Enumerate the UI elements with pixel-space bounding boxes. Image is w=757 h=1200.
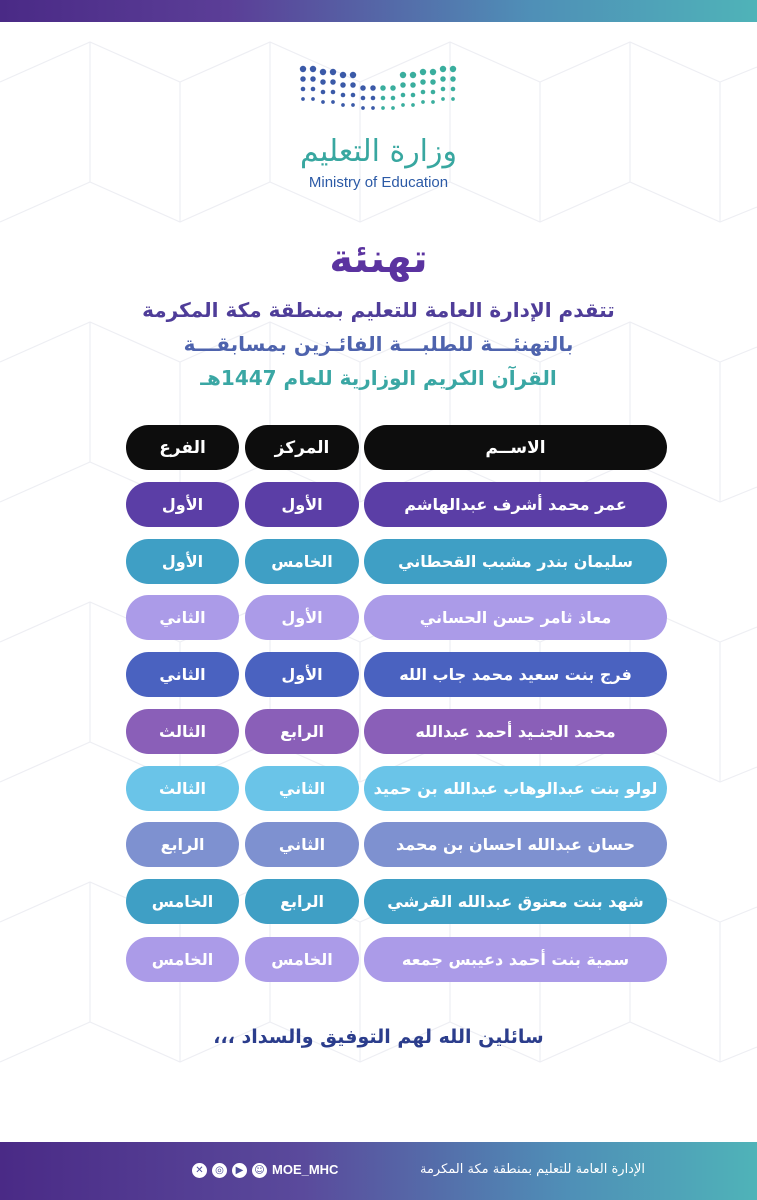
header-branch: الفرع	[126, 425, 239, 470]
footer-bar	[0, 1142, 757, 1200]
winner-branch-cell: الثاني	[126, 652, 239, 697]
intro-line-3: القرآن الكريم الوزارية للعام 1447هـ	[200, 366, 557, 390]
winner-branch-cell: الثالث	[126, 766, 239, 811]
winner-branch-cell: الأول	[126, 482, 239, 527]
header-center: المركز	[245, 425, 359, 470]
winner-branch-cell: الثاني	[126, 595, 239, 640]
x-icon[interactable]: ✕	[192, 1163, 207, 1178]
winner-center-cell: الخامس	[245, 937, 359, 982]
top-gradient-bar	[0, 0, 757, 22]
winner-name-cell: شهد بنت معتوق عبدالله القرشي	[364, 879, 667, 924]
winner-branch-cell: الخامس	[126, 879, 239, 924]
winner-branch-cell: الخامس	[126, 937, 239, 982]
closing-message: سائلين الله لهم التوفيق والسداد ،،،	[213, 1026, 544, 1048]
winner-name-cell: عمر محمد أشرف عبدالهاشم	[364, 482, 667, 527]
winner-name-cell: حسان عبدالله احسان بن محمد	[364, 822, 667, 867]
winner-center-cell: الأول	[245, 595, 359, 640]
winner-center-cell: الثاني	[245, 822, 359, 867]
winner-name-cell: لولو بنت عبدالوهاب عبدالله بن حميد	[364, 766, 667, 811]
intro-line-2: بالتهنئـــة للطلبـــة الفائـزين بمسابقـــة	[183, 332, 574, 356]
winner-center-cell: الخامس	[245, 539, 359, 584]
winner-branch-cell: الرابع	[126, 822, 239, 867]
instagram-icon[interactable]: ◎	[212, 1163, 227, 1178]
winner-name-cell: سليمان بندر مشبب القحطاني	[364, 539, 667, 584]
winner-name-cell: معاذ ثامر حسن الحساني	[364, 595, 667, 640]
winner-center-cell: الرابع	[245, 879, 359, 924]
ministry-logo	[0, 60, 757, 200]
logo-arabic-text: وزارة التعليم	[299, 134, 457, 169]
page-title: تهنئة	[329, 236, 428, 282]
winner-branch-cell: الثالث	[126, 709, 239, 754]
snapchat-icon[interactable]: ☺	[252, 1163, 267, 1178]
winner-center-cell: الأول	[245, 652, 359, 697]
logo-english-text: Ministry of Education	[308, 174, 449, 191]
youtube-icon[interactable]: ▶	[232, 1163, 247, 1178]
winner-center-cell: الأول	[245, 482, 359, 527]
footer-handle[interactable]: MOE_MHC	[272, 1162, 339, 1177]
winner-center-cell: الرابع	[245, 709, 359, 754]
winner-name-cell: محمد الجنـيد أحمد عبدالله	[364, 709, 667, 754]
footer-org-text: الإدارة العامة للتعليم بمنطقة مكة المكرمة	[419, 1162, 645, 1177]
winner-name-cell: فرج بنت سعيد محمد جاب الله	[364, 652, 667, 697]
intro-line-1: تتقدم الإدارة العامة للتعليم بمنطقة مكة المكرمة	[142, 298, 615, 322]
winner-center-cell: الثاني	[245, 766, 359, 811]
logo-dots-icon	[298, 64, 460, 116]
winner-name-cell: سمية بنت أحمد دعيبس جمعه	[364, 937, 667, 982]
winner-branch-cell: الأول	[126, 539, 239, 584]
header-name: الاســم	[364, 425, 667, 470]
